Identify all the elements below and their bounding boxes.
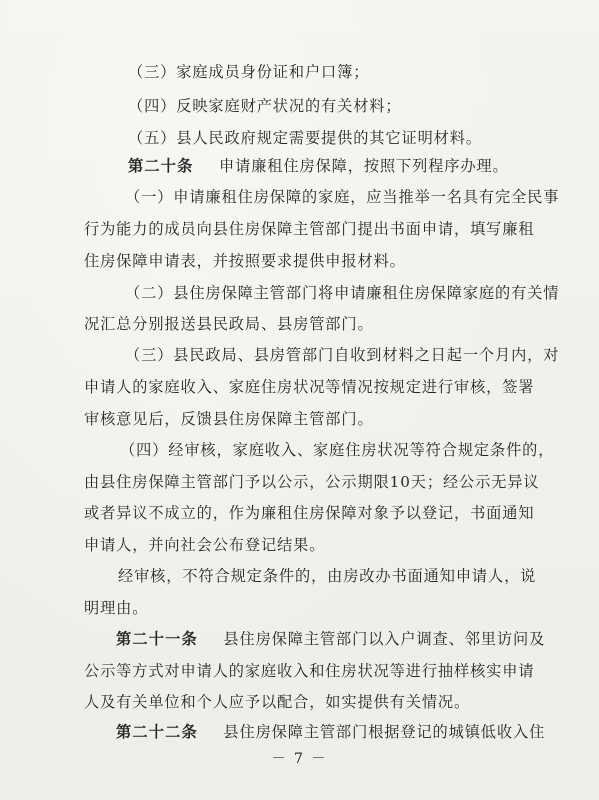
paragraph-line: 由县住房保障主管部门予以公示，公示期限10天；经公示无异议 (84, 473, 540, 491)
paragraph-line: 经审核，不符合规定条件的，由房改办书面通知申请人，说 (118, 567, 537, 585)
article-heading: 第二十一条 (116, 630, 198, 648)
paragraph-line: 申请人的家庭收入、家庭住房状况等情况按规定进行审核，签署 (84, 378, 535, 396)
paragraph-line: 审核意见后，反馈县住房保障主管部门。 (84, 410, 374, 428)
paragraph-line: （四）经审核，家庭收入、家庭住房状况等符合规定条件的， (120, 441, 555, 459)
paragraph-line: 行为能力的成员向县住房保障主管部门提出书面申请，填写廉租 (84, 220, 535, 238)
article-text: 县住房保障主管部门以入户调查、邻里访问及 (223, 630, 546, 648)
page-number: － 7 － (271, 751, 328, 767)
paragraph-line: （三）县民政局、县房管部门自收到材料之日起一个月内，对 (125, 346, 560, 364)
paragraph-line: 住房保障申请表，并按照要求提供申报材料。 (84, 252, 406, 270)
article-text: 县住房保障主管部门根据登记的城镇低收入住 (223, 723, 546, 741)
article-heading: 第二十条 (128, 157, 194, 175)
paragraph-line: 公示等方式对申请人的家庭收入和住房状况等进行抽样核实申请 (84, 662, 535, 680)
paragraph-line: 人及有关单位和个人应予以配合，如实提供有关情况。 (84, 693, 471, 711)
paragraph-line: （四）反映家庭财产状况的有关材料； (128, 97, 402, 115)
paragraph-line: （三）家庭成员身份证和户口簿； (128, 63, 370, 81)
paragraph-line: 明理由。 (84, 599, 149, 617)
paragraph-line: 或者异议不成立的，作为廉租住房保障对象予以登记，书面通知 (84, 504, 535, 522)
paragraph-line: （五）县人民政府规定需要提供的其它证明材料。 (128, 129, 482, 147)
article-21-line (116, 629, 545, 649)
paragraph-line: 况汇总分别报送县民政局、县房管部门。 (84, 315, 374, 333)
paragraph-line: （二）县住房保障主管部门将申请廉租住房保障家庭的有关情 (125, 284, 560, 302)
article-20-line (128, 156, 509, 176)
article-text: 申请廉租住房保障，按照下列程序办理。 (219, 157, 509, 175)
paragraph-line: （一）申请廉租住房保障的家庭，应当推举一名具有完全民事 (125, 188, 560, 206)
article-22-line (116, 722, 545, 742)
article-heading: 第二十二条 (116, 723, 198, 741)
paragraph-line: 申请人，并向社会公布登记结果。 (84, 536, 326, 554)
